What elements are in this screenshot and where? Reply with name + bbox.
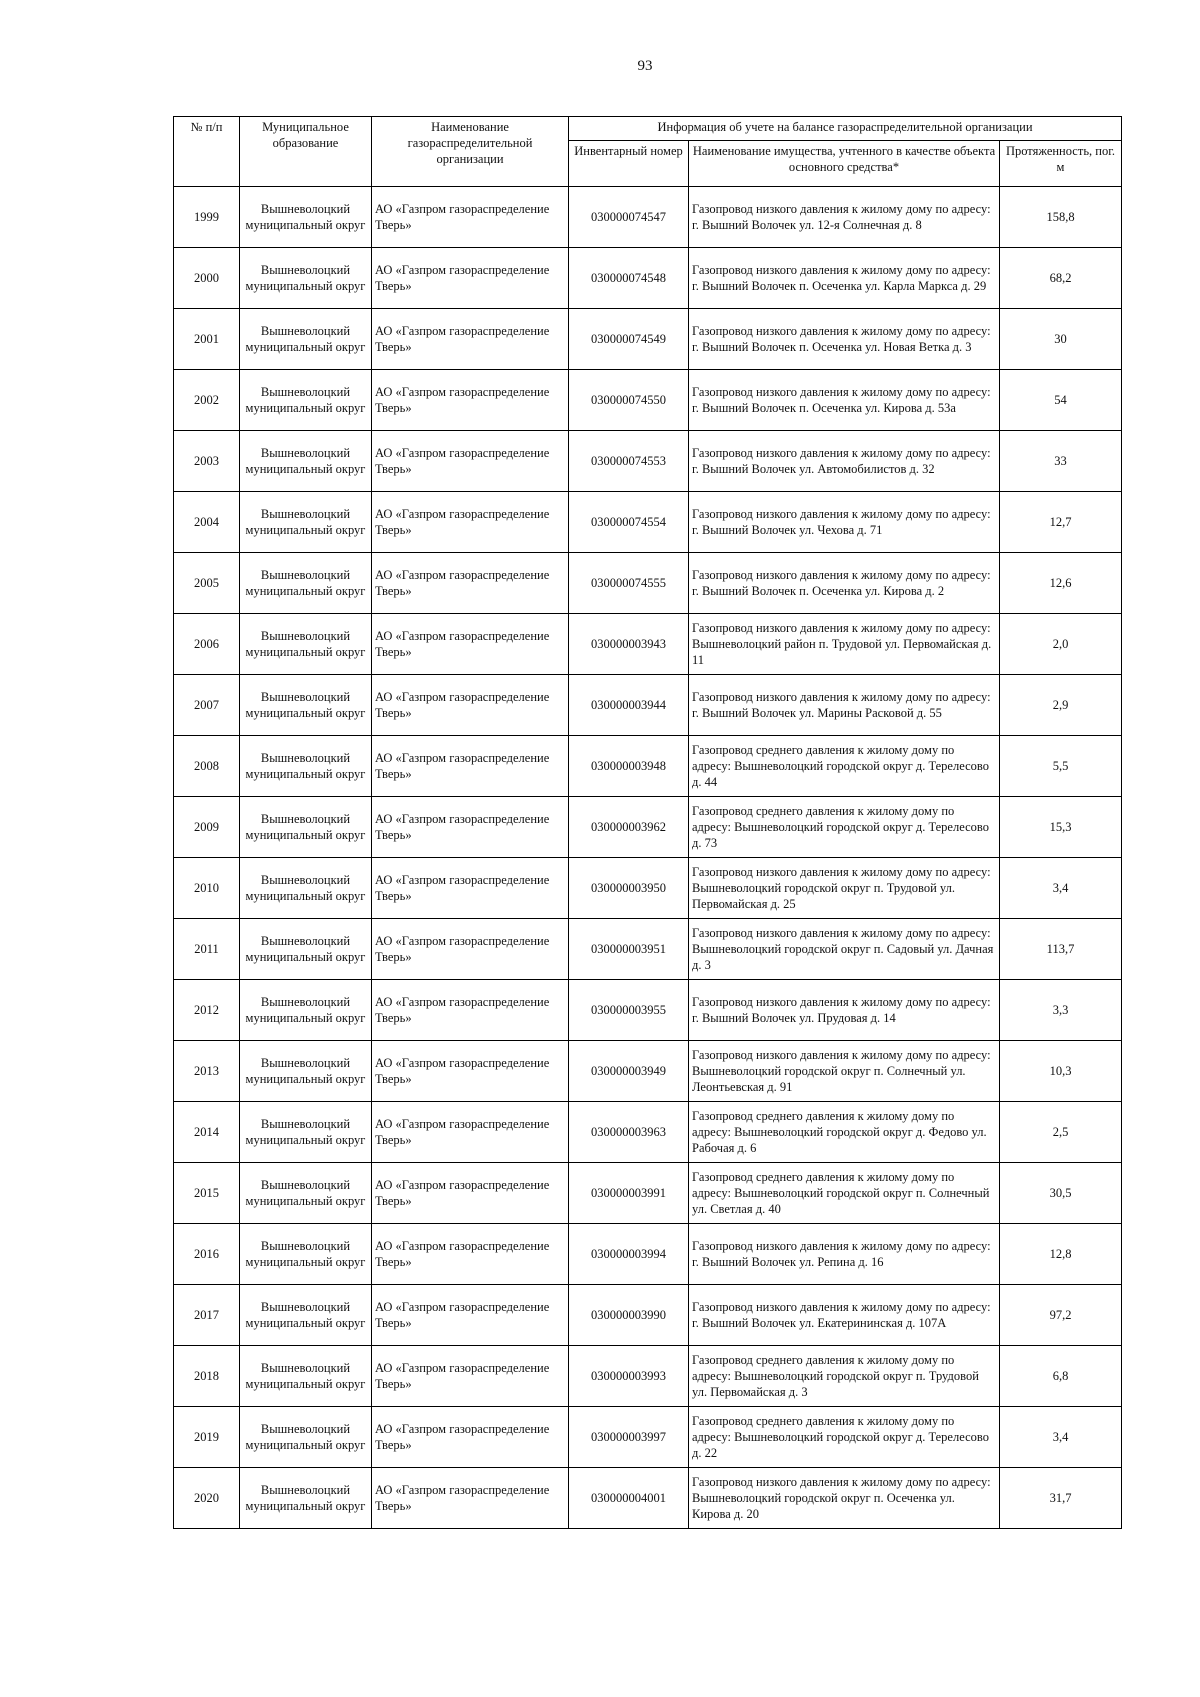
row-number: 2020 bbox=[174, 1468, 240, 1529]
inventory-number-cell: 030000003944 bbox=[569, 675, 689, 736]
property-description-cell: Газопровод низкого давления к жилому дому по адресу: г. Вышний Волочек ул. Прудовая д. 14 bbox=[689, 980, 1000, 1041]
property-description-cell: Газопровод низкого давления к жилому дому по адресу: г. Вышний Волочек ул. Екатерининская д. 107А bbox=[689, 1285, 1000, 1346]
length-cell: 12,6 bbox=[1000, 553, 1122, 614]
municipality-cell: Вышневолоцкий муниципальный округ bbox=[240, 675, 372, 736]
inventory-number-cell: 030000074548 bbox=[569, 248, 689, 309]
length-cell: 113,7 bbox=[1000, 919, 1122, 980]
municipality-cell: Вышневолоцкий муниципальный округ bbox=[240, 309, 372, 370]
table-row bbox=[174, 1285, 1122, 1346]
organization-cell: АО «Газпром газораспределение Тверь» bbox=[372, 492, 569, 553]
municipality-cell: Вышневолоцкий муниципальный округ bbox=[240, 492, 372, 553]
property-description-cell: Газопровод низкого давления к жилому дому по адресу: Вышневолоцкий городской округ п. Осеченка ул. Кирова д. 20 bbox=[689, 1468, 1000, 1529]
row-number: 2017 bbox=[174, 1285, 240, 1346]
organization-cell: АО «Газпром газораспределение Тверь» bbox=[372, 736, 569, 797]
gas-pipeline-registry-table bbox=[173, 116, 1122, 1529]
organization-cell: АО «Газпром газораспределение Тверь» bbox=[372, 309, 569, 370]
organization-cell: АО «Газпром газораспределение Тверь» bbox=[372, 797, 569, 858]
length-cell: 2,9 bbox=[1000, 675, 1122, 736]
inventory-number-cell: 030000074549 bbox=[569, 309, 689, 370]
length-cell: 68,2 bbox=[1000, 248, 1122, 309]
row-number: 2000 bbox=[174, 248, 240, 309]
municipality-cell: Вышневолоцкий муниципальный округ bbox=[240, 858, 372, 919]
municipality-cell: Вышневолоцкий муниципальный округ bbox=[240, 248, 372, 309]
inventory-number-cell: 030000003991 bbox=[569, 1163, 689, 1224]
length-cell: 2,0 bbox=[1000, 614, 1122, 675]
table-row bbox=[174, 1041, 1122, 1102]
property-description-cell: Газопровод низкого давления к жилому дому по адресу: г. Вышний Волочек ул. 12-я Солнечная д. 8 bbox=[689, 187, 1000, 248]
table-body bbox=[174, 187, 1122, 1529]
table-header bbox=[174, 117, 1122, 187]
property-description-cell: Газопровод среднего давления к жилому дому по адресу: Вышневолоцкий городской округ д. Федово ул. Рабочая д. 6 bbox=[689, 1102, 1000, 1163]
table-row bbox=[174, 980, 1122, 1041]
row-number: 1999 bbox=[174, 187, 240, 248]
table-row bbox=[174, 858, 1122, 919]
municipality-cell: Вышневолоцкий муниципальный округ bbox=[240, 614, 372, 675]
inventory-number-cell: 030000074550 bbox=[569, 370, 689, 431]
length-cell: 5,5 bbox=[1000, 736, 1122, 797]
organization-cell: АО «Газпром газораспределение Тверь» bbox=[372, 858, 569, 919]
header-num: № п/п bbox=[174, 117, 240, 187]
municipality-cell: Вышневолоцкий муниципальный округ bbox=[240, 1041, 372, 1102]
inventory-number-cell: 030000074554 bbox=[569, 492, 689, 553]
property-description-cell: Газопровод низкого давления к жилому дому по адресу: Вышневолоцкий городской округ п. Садовый ул. Дачная д. 3 bbox=[689, 919, 1000, 980]
organization-cell: АО «Газпром газораспределение Тверь» bbox=[372, 187, 569, 248]
length-cell: 3,4 bbox=[1000, 1407, 1122, 1468]
row-number: 2009 bbox=[174, 797, 240, 858]
length-cell: 30,5 bbox=[1000, 1163, 1122, 1224]
row-number: 2004 bbox=[174, 492, 240, 553]
inventory-number-cell: 030000003990 bbox=[569, 1285, 689, 1346]
property-description-cell: Газопровод низкого давления к жилому дому по адресу: г. Вышний Волочек ул. Марины Расковой д. 55 bbox=[689, 675, 1000, 736]
row-number: 2005 bbox=[174, 553, 240, 614]
table-row bbox=[174, 1346, 1122, 1407]
length-cell: 54 bbox=[1000, 370, 1122, 431]
length-cell: 6,8 bbox=[1000, 1346, 1122, 1407]
organization-cell: АО «Газпром газораспределение Тверь» bbox=[372, 919, 569, 980]
table-row bbox=[174, 248, 1122, 309]
property-description-cell: Газопровод низкого давления к жилому дому по адресу: г. Вышний Волочек п. Осеченка ул. Кирова д. 53а bbox=[689, 370, 1000, 431]
length-cell: 158,8 bbox=[1000, 187, 1122, 248]
row-number: 2018 bbox=[174, 1346, 240, 1407]
property-description-cell: Газопровод среднего давления к жилому дому по адресу: Вышневолоцкий городской округ д. Терелесово д. 73 bbox=[689, 797, 1000, 858]
property-description-cell: Газопровод среднего давления к жилому дому по адресу: Вышневолоцкий городской округ п. Трудовой ул. Первомайская д. 3 bbox=[689, 1346, 1000, 1407]
municipality-cell: Вышневолоцкий муниципальный округ bbox=[240, 431, 372, 492]
inventory-number-cell: 030000003950 bbox=[569, 858, 689, 919]
table-row bbox=[174, 1468, 1122, 1529]
municipality-cell: Вышневолоцкий муниципальный округ bbox=[240, 1407, 372, 1468]
length-cell: 31,7 bbox=[1000, 1468, 1122, 1529]
organization-cell: АО «Газпром газораспределение Тверь» bbox=[372, 980, 569, 1041]
table-row bbox=[174, 370, 1122, 431]
municipality-cell: Вышневолоцкий муниципальный округ bbox=[240, 370, 372, 431]
municipality-cell: Вышневолоцкий муниципальный округ bbox=[240, 553, 372, 614]
table-row bbox=[174, 614, 1122, 675]
row-number: 2014 bbox=[174, 1102, 240, 1163]
municipality-cell: Вышневолоцкий муниципальный округ bbox=[240, 919, 372, 980]
inventory-number-cell: 030000004001 bbox=[569, 1468, 689, 1529]
property-description-cell: Газопровод низкого давления к жилому дому по адресу: Вышневолоцкий городской округ п. Трудовой ул. Первомайская д. 25 bbox=[689, 858, 1000, 919]
property-description-cell: Газопровод среднего давления к жилому дому по адресу: Вышневолоцкий городской округ д. Терелесово д. 22 bbox=[689, 1407, 1000, 1468]
length-cell: 97,2 bbox=[1000, 1285, 1122, 1346]
length-cell: 12,8 bbox=[1000, 1224, 1122, 1285]
organization-cell: АО «Газпром газораспределение Тверь» bbox=[372, 1468, 569, 1529]
length-cell: 3,3 bbox=[1000, 980, 1122, 1041]
row-number: 2011 bbox=[174, 919, 240, 980]
inventory-number-cell: 030000074547 bbox=[569, 187, 689, 248]
table-row bbox=[174, 1224, 1122, 1285]
organization-cell: АО «Газпром газораспределение Тверь» bbox=[372, 614, 569, 675]
organization-cell: АО «Газпром газораспределение Тверь» bbox=[372, 431, 569, 492]
header-length: Протяженность, пог. м bbox=[1000, 141, 1122, 187]
header-municipality: Муниципальное образование bbox=[240, 117, 372, 187]
table-row bbox=[174, 1102, 1122, 1163]
property-description-cell: Газопровод среднего давления к жилому дому по адресу: Вышневолоцкий городской округ п. Солнечный ул. Светлая д. 40 bbox=[689, 1163, 1000, 1224]
row-number: 2015 bbox=[174, 1163, 240, 1224]
municipality-cell: Вышневолоцкий муниципальный округ bbox=[240, 1285, 372, 1346]
table-row bbox=[174, 309, 1122, 370]
table-row bbox=[174, 1163, 1122, 1224]
inventory-number-cell: 030000003994 bbox=[569, 1224, 689, 1285]
property-description-cell: Газопровод низкого давления к жилому дому по адресу: г. Вышний Волочек ул. Репина д. 16 bbox=[689, 1224, 1000, 1285]
organization-cell: АО «Газпром газораспределение Тверь» bbox=[372, 675, 569, 736]
inventory-number-cell: 030000074555 bbox=[569, 553, 689, 614]
table-row bbox=[174, 675, 1122, 736]
length-cell: 3,4 bbox=[1000, 858, 1122, 919]
organization-cell: АО «Газпром газораспределение Тверь» bbox=[372, 1224, 569, 1285]
length-cell: 12,7 bbox=[1000, 492, 1122, 553]
property-description-cell: Газопровод низкого давления к жилому дому по адресу: г. Вышний Волочек п. Осеченка ул. Кирова д. 2 bbox=[689, 553, 1000, 614]
length-cell: 30 bbox=[1000, 309, 1122, 370]
municipality-cell: Вышневолоцкий муниципальный округ bbox=[240, 797, 372, 858]
inventory-number-cell: 030000003943 bbox=[569, 614, 689, 675]
property-description-cell: Газопровод низкого давления к жилому дому по адресу: г. Вышний Волочек п. Осеченка ул. Карла Маркса д. 29 bbox=[689, 248, 1000, 309]
row-number: 2012 bbox=[174, 980, 240, 1041]
length-cell: 15,3 bbox=[1000, 797, 1122, 858]
inventory-number-cell: 030000003993 bbox=[569, 1346, 689, 1407]
property-description-cell: Газопровод низкого давления к жилому дому по адресу: г. Вышний Волочек ул. Автомобилистов д. 32 bbox=[689, 431, 1000, 492]
header-organization: Наименование газораспределительной организации bbox=[372, 117, 569, 187]
municipality-cell: Вышневолоцкий муниципальный округ bbox=[240, 1102, 372, 1163]
municipality-cell: Вышневолоцкий муниципальный округ bbox=[240, 1224, 372, 1285]
row-number: 2003 bbox=[174, 431, 240, 492]
organization-cell: АО «Газпром газораспределение Тверь» bbox=[372, 1346, 569, 1407]
inventory-number-cell: 030000003955 bbox=[569, 980, 689, 1041]
row-number: 2002 bbox=[174, 370, 240, 431]
table-row bbox=[174, 492, 1122, 553]
length-cell: 10,3 bbox=[1000, 1041, 1122, 1102]
municipality-cell: Вышневолоцкий муниципальный округ bbox=[240, 980, 372, 1041]
row-number: 2006 bbox=[174, 614, 240, 675]
table-row bbox=[174, 187, 1122, 248]
inventory-number-cell: 030000003949 bbox=[569, 1041, 689, 1102]
inventory-number-cell: 030000003963 bbox=[569, 1102, 689, 1163]
row-number: 2008 bbox=[174, 736, 240, 797]
row-number: 2019 bbox=[174, 1407, 240, 1468]
municipality-cell: Вышневолоцкий муниципальный округ bbox=[240, 1346, 372, 1407]
municipality-cell: Вышневолоцкий муниципальный округ bbox=[240, 1163, 372, 1224]
table-row bbox=[174, 797, 1122, 858]
header-balance-group: Информация об учете на балансе газораспределительной организации bbox=[569, 117, 1122, 141]
organization-cell: АО «Газпром газораспределение Тверь» bbox=[372, 1041, 569, 1102]
length-cell: 2,5 bbox=[1000, 1102, 1122, 1163]
row-number: 2001 bbox=[174, 309, 240, 370]
page-number: 93 bbox=[637, 58, 653, 74]
row-number: 2007 bbox=[174, 675, 240, 736]
row-number: 2013 bbox=[174, 1041, 240, 1102]
row-number: 2016 bbox=[174, 1224, 240, 1285]
inventory-number-cell: 030000003951 bbox=[569, 919, 689, 980]
organization-cell: АО «Газпром газораспределение Тверь» bbox=[372, 1285, 569, 1346]
inventory-number-cell: 030000003962 bbox=[569, 797, 689, 858]
organization-cell: АО «Газпром газораспределение Тверь» bbox=[372, 248, 569, 309]
property-description-cell: Газопровод низкого давления к жилому дому по адресу: г. Вышний Волочек п. Осеченка ул. Новая Ветка д. 3 bbox=[689, 309, 1000, 370]
header-inventory-number: Инвентарный номер bbox=[569, 141, 689, 187]
municipality-cell: Вышневолоцкий муниципальный округ bbox=[240, 1468, 372, 1529]
table-row bbox=[174, 1407, 1122, 1468]
organization-cell: АО «Газпром газораспределение Тверь» bbox=[372, 1407, 569, 1468]
inventory-number-cell: 030000003997 bbox=[569, 1407, 689, 1468]
header-property-description: Наименование имущества, учтенного в качестве объекта основного средства* bbox=[689, 141, 1000, 187]
table-row bbox=[174, 553, 1122, 614]
municipality-cell: Вышневолоцкий муниципальный округ bbox=[240, 187, 372, 248]
table-row bbox=[174, 431, 1122, 492]
organization-cell: АО «Газпром газораспределение Тверь» bbox=[372, 370, 569, 431]
organization-cell: АО «Газпром газораспределение Тверь» bbox=[372, 1102, 569, 1163]
inventory-number-cell: 030000003948 bbox=[569, 736, 689, 797]
inventory-number-cell: 030000074553 bbox=[569, 431, 689, 492]
organization-cell: АО «Газпром газораспределение Тверь» bbox=[372, 1163, 569, 1224]
municipality-cell: Вышневолоцкий муниципальный округ bbox=[240, 736, 372, 797]
property-description-cell: Газопровод низкого давления к жилому дому по адресу: г. Вышний Волочек ул. Чехова д. 71 bbox=[689, 492, 1000, 553]
property-description-cell: Газопровод среднего давления к жилому дому по адресу: Вышневолоцкий городской округ д. Терелесово д. 44 bbox=[689, 736, 1000, 797]
length-cell: 33 bbox=[1000, 431, 1122, 492]
table-row bbox=[174, 736, 1122, 797]
property-description-cell: Газопровод низкого давления к жилому дому по адресу: Вышневолоцкий район п. Трудовой ул. Первомайская д. 11 bbox=[689, 614, 1000, 675]
property-description-cell: Газопровод низкого давления к жилому дому по адресу: Вышневолоцкий городской округ п. Солнечный ул. Леонтьевская д. 91 bbox=[689, 1041, 1000, 1102]
table-row bbox=[174, 919, 1122, 980]
row-number: 2010 bbox=[174, 858, 240, 919]
organization-cell: АО «Газпром газораспределение Тверь» bbox=[372, 553, 569, 614]
